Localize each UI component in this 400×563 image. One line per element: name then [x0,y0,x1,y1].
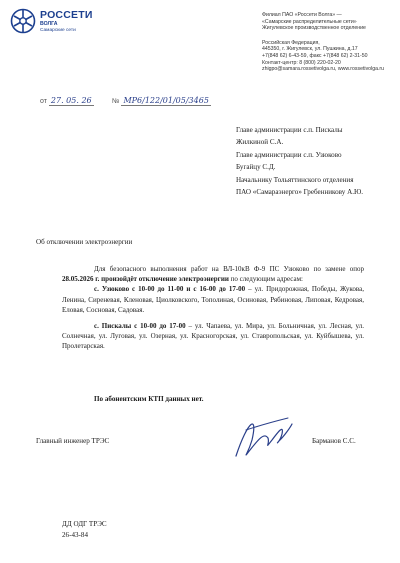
logo-name: РОССЕТИ [40,9,93,21]
uzyukovo-schedule: с. Узюково с 10-00 до 11-00 и с 16-00 до 17-00 [94,285,246,294]
org-contact: +7(848 62) 6-43-59, факс +7(848 62) 2-31-50 [262,52,368,59]
addressees-block [236,124,396,198]
addressee-line: Бугайцу С.Д. [236,163,276,172]
org-line: «Самарские распределительные сети» [262,18,357,25]
addressee-line: Начальнику Тольяттинского отделения [236,175,354,184]
executor-block [62,519,107,540]
ktp-note: По абонентским КТП данных нет. [94,395,204,403]
registration-number [112,96,211,106]
piskaly-schedule: с. Пискалы с 10-00 до 17-00 [94,322,186,331]
addressee-line: ПАО «Самараэнерго» Гребенникову А.Ю. [236,188,364,197]
intro-text-end: по следующим адресам: [228,275,303,284]
intro-paragraph [62,264,364,284]
letter-body [62,264,364,352]
executor-phone: 26-43-84 [62,530,89,539]
outage-date: 28.05.2026 г. произойдёт отключение электроэнергии [62,275,229,284]
addressee-line: Главе администрации с.п. Пискалы [236,126,343,134]
registration-date [40,96,94,106]
piskaly-paragraph [62,321,364,352]
letter-subject: Об отключении электроэнергии [36,238,133,246]
org-contact: zhigpo@samara.rossetivolga.ru, www.rossetivolga.ru [262,66,385,73]
organization-block [262,12,398,73]
org-contact: 445350, г. Жигулевск, ул. Пушкина, д.17 [262,46,358,53]
org-contact: Российская Федерация, [262,39,320,46]
logo-subtitle-branch: Самарские сети [40,28,76,33]
handwritten-number: МР6/122/01/05/3465 [123,96,209,105]
signatory-role: Главный инженер ТРЭС [36,437,110,445]
executor-department: ДД ОДГ ТРЭС [62,520,107,528]
uzyukovo-streets: – ул. Придорожная, Победы, Жукова, Ленина, Сиреневая, Кленовая, Циолковского, Тополиная, Осиновая, Рябиновая, Липовая, Кедровая, Еловая, Сосновая, Садовая. [62,285,364,314]
number-prefix: № [112,98,120,105]
addressee-line: Главе администрации с.п. Узюково [236,150,342,159]
handwritten-date: 27. 05. 26 [50,96,92,105]
org-line: Жигулевское производственное отделение [262,25,366,32]
org-line: Филиал ПАО «Россети Волга» — [262,12,342,18]
rosseti-logo [10,8,130,52]
logo-subtitle-region: ВОЛГА [40,21,58,27]
org-contact: Контакт-центр: 8 (800) 220-02-20 [262,59,341,66]
piskaly-streets: – ул. Чапаева, ул. Мира, ул. Больничная, ул. Лесная, ул. Солнечная, ул. Луговая, ул. Озерная, ул. Красногорская, ул. Ставропольская, ул. Куйбышева, ул. Пролетарская. [62,322,364,351]
signatory-name: Барманов С.С. [312,437,356,445]
addressee-line: Жилкиной С.А. [236,138,284,147]
intro-text: Для безопасного выполнения работ на ВЛ-10кВ Ф-9 ПС Узюково по замене опор [94,265,364,273]
date-prefix: от [40,98,47,105]
handwritten-signature-icon [228,410,298,468]
rosseti-emblem-icon [10,8,36,34]
uzyukovo-paragraph [62,284,364,315]
